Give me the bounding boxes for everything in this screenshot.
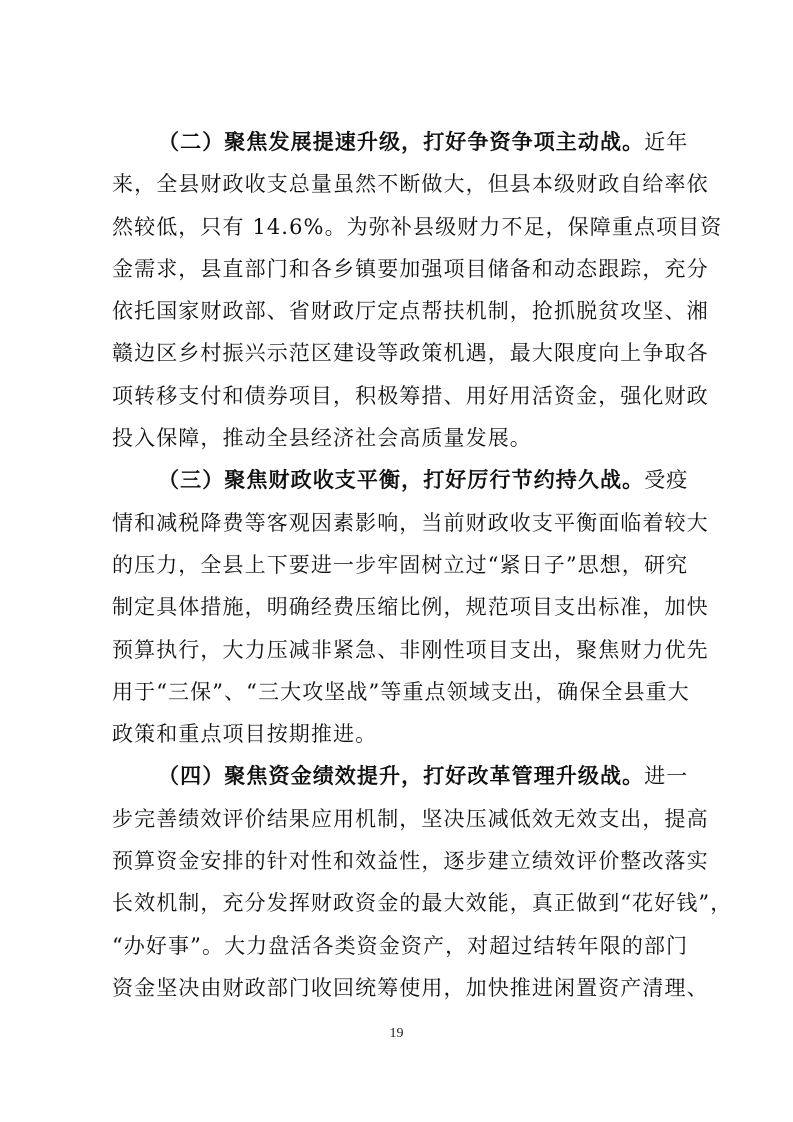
paragraph-line: 赣边区乡村振兴示范区建设等政策机遇，最大限度向上争取各 — [112, 341, 709, 366]
paragraph-line: 的压力，全县上下要进一步牢固树立过“紧日子”思想，研究 — [112, 552, 689, 577]
paragraph-line: 金需求，县直部门和各乡镇要加强项目储备和动态跟踪，充分 — [112, 256, 709, 281]
body-text — [112, 121, 733, 1009]
paragraph-line: 政策和重点项目按期推进。 — [112, 722, 378, 747]
paragraph-text: 受疫 — [644, 468, 689, 493]
section-heading: （二）聚焦发展提速升级，打好争资争项主动战。 — [158, 129, 645, 154]
paragraph-text: 近年 — [644, 130, 689, 154]
paragraph-line: 步完善绩效评价结果应用机制，坚决压减低效无效支出，提高 — [112, 806, 709, 831]
paragraph-line: 情和减税降费等客观因素影响，当前财政收支平衡面临着较大 — [112, 510, 709, 535]
paragraph-line: 预算执行，大力压减非紧急、非刚性项目支出，聚焦财力优先 — [112, 637, 709, 662]
paragraph-line: 然较低，只有 14.6%。为弥补县级财力不足，保障重点项目资 — [112, 214, 723, 239]
paragraph-line: 项转移支付和债券项目，积极筹措、用好用活资金，强化财政 — [112, 383, 709, 408]
paragraph-line: 用于“三保”、“三大攻坚战”等重点领域支出，确保全县重大 — [112, 679, 690, 704]
paragraph-line: 制定具体措施，明确经费压缩比例，规范项目支出标准，加快 — [112, 595, 709, 620]
page-number: 19 — [389, 1026, 404, 1041]
paragraph-line: 来，全县财政收支总量虽然不断做大，但县本级财政自给率依 — [112, 172, 709, 197]
paragraph-line: 投入保障，推动全县经济社会高质量发展。 — [112, 426, 532, 451]
paragraph-line: 资金坚决由财政部门收回统筹使用，加快推进闲置资产清理、 — [112, 975, 709, 1000]
paragraph-line — [112, 459, 689, 501]
section-heading: （三）聚焦财政收支平衡，打好厉行节约持久战。 — [158, 467, 645, 493]
section-heading: （四）聚焦资金绩效提升，打好改革管理升级战。 — [158, 763, 645, 789]
paragraph-line: 长效机制，充分发挥财政资金的最大效能，真正做到“花好钱”， — [112, 891, 733, 916]
paragraph-line: 预算资金安排的针对性和效益性，逐步建立绩效评价整改落实 — [112, 849, 709, 874]
paragraph-line — [112, 121, 689, 163]
paragraph-line — [112, 755, 689, 797]
paragraph-text: 进一 — [644, 764, 689, 789]
paragraph-line: 依托国家财政部、省财政厅定点帮扶机制，抢抓脱贫攻坚、湘 — [112, 299, 709, 324]
paragraph-line: “办好事”。大力盘活各类资金资产，对超过结转年限的部门 — [112, 933, 689, 958]
